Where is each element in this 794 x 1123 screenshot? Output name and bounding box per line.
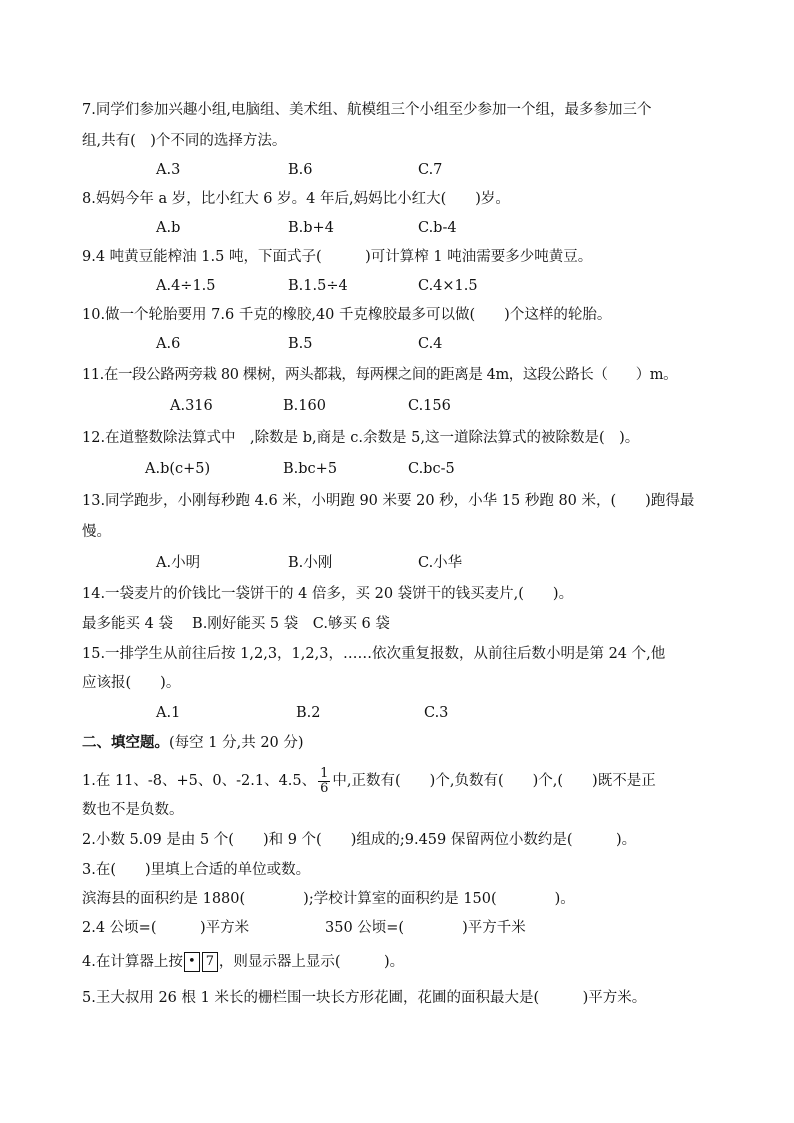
q9-option-b: B.1.5÷4 xyxy=(288,278,348,294)
f4-post: ，则显示器上显示( )。 xyxy=(218,954,405,970)
q15-line2: 应该报( )。 xyxy=(82,675,181,691)
q11-option-a: A.316 xyxy=(170,398,213,414)
q7-option-b: B.6 xyxy=(288,162,313,178)
q10-option-a: A.6 xyxy=(156,336,181,352)
q7-line1: 7.同学们参加兴趣小组,电脑组、美术组、航模组三个小组至少参加一个组，最多参加三个 xyxy=(82,102,652,118)
q8-option-b: B.b+4 xyxy=(288,220,334,236)
q15-option-b: B.2 xyxy=(296,705,321,721)
f4-line xyxy=(82,952,404,972)
f1-pre: 1.在 11、-8、+5、0、-2.1、4.5、 xyxy=(82,773,317,789)
section-2-note: (每空 1 分,共 20 分) xyxy=(169,735,304,751)
q8-option-c: C.b-4 xyxy=(418,220,457,236)
q15-line1: 15.一排学生从前往后按 1,2,3，1,2,3，……依次重复报数，从前往后数小明是第 24 个,他 xyxy=(82,646,666,662)
q14-line1: 14.一袋麦片的价钱比一袋饼干的 4 倍多，买 20 袋饼干的钱买麦片,( )。 xyxy=(82,586,574,602)
f3-line1: 3.在( )里填上合适的单位或数。 xyxy=(82,862,311,878)
f3-line3b: 350 公顷=( )平方千米 xyxy=(325,920,526,936)
q8-line1: 8.妈妈今年 a 岁，比小红大 6 岁。4 年后,妈妈比小红大( )岁。 xyxy=(82,191,510,207)
f5-line: 5.王大叔用 26 根 1 米长的栅栏围一块长方形花圃，花圃的面积最大是( )平方米。 xyxy=(82,990,647,1006)
f1-line1 xyxy=(82,764,656,798)
q15-option-a: A.1 xyxy=(156,705,181,721)
q15-option-c: C.3 xyxy=(424,705,449,721)
q12-option-c: C.bc-5 xyxy=(408,461,455,477)
q7-option-c: C.7 xyxy=(418,162,443,178)
q12-line1: 12.在道整数除法算式中 ,除数是 b,商是 c.余数是 5,这一道除法算式的被除数是( )。 xyxy=(82,430,640,446)
q13-line1: 13.同学跑步，小刚每秒跑 4.6 米，小明跑 90 米要 20 秒，小华 15 秒跑 80 米，( )跑得最 xyxy=(82,493,695,509)
q11-option-c: C.156 xyxy=(408,398,451,414)
f1-post: 中,正数有( )个,负数有( )个,( )既不是正 xyxy=(332,773,656,789)
f2-line: 2.小数 5.09 是由 5 个( )和 9 个( )组成的;9.459 保留两位小数约是( )。 xyxy=(82,832,637,848)
calculator-key-seven: 7 xyxy=(202,952,218,972)
f4-pre: 4.在计算器上按 xyxy=(82,954,183,970)
q11-line1: 11.在一段公路两旁栽 80 棵树，两头都栽，每两棵之间的距离是 4m，这段公路长（ ）m。 xyxy=(82,367,678,383)
q10-option-b: B.5 xyxy=(288,336,313,352)
q11-option-b: B.160 xyxy=(283,398,326,414)
q10-option-c: C.4 xyxy=(418,336,443,352)
f3-line3a: 2.4 公顷=( )平方米 xyxy=(82,920,250,936)
q9-line1: 9.4 吨黄豆能榨油 1.5 吨，下面式子( )可计算榨 1 吨油需要多少吨黄豆。 xyxy=(82,249,593,265)
fraction-one-sixth xyxy=(318,767,330,796)
calculator-key-dot: • xyxy=(184,952,200,972)
q7-line2: 组,共有( )个不同的选择方法。 xyxy=(82,133,287,149)
q13-option-b: B.小刚 xyxy=(288,555,333,571)
q13-line2: 慢。 xyxy=(82,524,111,540)
section-2-title: 二、填空题。 xyxy=(82,734,169,751)
fraction-numerator: 1 xyxy=(320,765,329,781)
q9-option-a: A.4÷1.5 xyxy=(156,278,216,294)
q7-option-a: A.3 xyxy=(156,162,181,178)
q14-line2: 最多能买 4 袋 B.刚好能买 5 袋 C.够买 6 袋 xyxy=(82,616,390,632)
q9-option-c: C.4×1.5 xyxy=(418,278,478,294)
q13-option-c: C.小华 xyxy=(418,555,463,571)
q12-option-b: B.bc+5 xyxy=(283,461,338,477)
f1-line2: 数也不是负数。 xyxy=(82,802,184,818)
section-2-heading xyxy=(82,733,304,753)
q8-option-a: A.b xyxy=(156,220,181,236)
f3-line2: 滨海县的面积约是 1880( );学校计算室的面积约是 150( )。 xyxy=(82,891,575,907)
q12-option-a: A.b(c+5) xyxy=(145,461,211,477)
q13-option-a: A.小明 xyxy=(156,555,201,571)
q10-line1: 10.做一个轮胎要用 7.6 千克的橡胶,40 千克橡胶最多可以做( )个这样的轮胎。 xyxy=(82,307,612,323)
fraction-denominator: 6 xyxy=(320,780,329,796)
